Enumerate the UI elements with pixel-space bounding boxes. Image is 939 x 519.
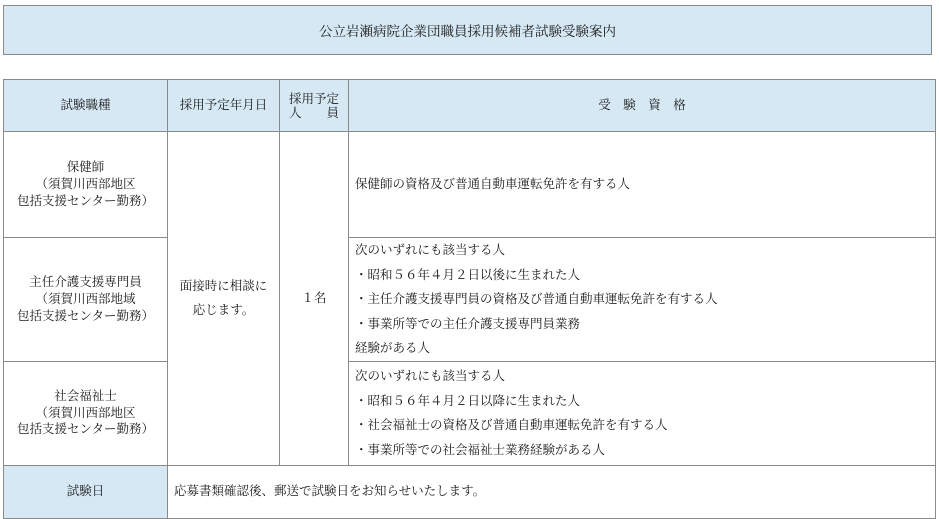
- job-name: 社会福祉士: [54, 387, 117, 403]
- table-row: [4, 132, 936, 238]
- recruitment-table: [3, 79, 936, 519]
- job-location: （須賀川西部地区: [35, 176, 136, 192]
- qualification-line: ・主任介護支援専門員の資格及び普通自動車運転免許を有する人: [355, 291, 718, 306]
- exam-day-text-cell: [168, 465, 936, 518]
- qualification-cell: [349, 361, 936, 465]
- exam-day-label-cell: [4, 465, 168, 518]
- job-location: （須賀川西部地域: [35, 290, 136, 306]
- page-title-text: 公立岩瀬病院企業団職員採用候補者試験受験案内: [319, 24, 616, 40]
- qualification-line: ・事業所等での主任介護支援専門員業務: [355, 315, 581, 331]
- exam-day-row: [4, 465, 936, 518]
- qualification-line: ・昭和５６年４月２日以後に生まれた人: [355, 266, 581, 282]
- qualification-cell: [349, 132, 936, 238]
- job-type-cell: [4, 361, 168, 465]
- qualification-line: ・社会福祉士の資格及び普通自動車運転免許を有する人: [355, 417, 668, 432]
- exam-day-text: 応募書類確認後、郵送で試験日をお知らせいたします。: [174, 483, 486, 499]
- header-hire-count-line2: 人 員: [288, 104, 339, 120]
- header-hire-count: [280, 80, 349, 132]
- qualification-cell: [349, 238, 936, 362]
- qualification-line: 保健師の資格及び普通自動車運転免許を有する人: [355, 176, 631, 192]
- qualification-line: ・昭和５６年４月２日以降に生まれた人: [355, 392, 581, 408]
- job-name: 保健師: [66, 159, 105, 175]
- table-row: [4, 361, 936, 465]
- job-name: 主任介護支援専門員: [29, 273, 142, 289]
- header-qualification-label: 受 験 資 格: [598, 97, 686, 113]
- hire-date-value-line2: 応じます。: [192, 302, 255, 318]
- qualification-line: 経験がある人: [355, 340, 431, 355]
- qualification-line: ・事業所等での社会福祉士業務経験がある人: [355, 441, 606, 457]
- job-workplace: 包括支援センター勤務）: [16, 192, 154, 208]
- qualification-line: 次のいずれにも該当する人: [355, 368, 506, 383]
- header-hire-date-label: 採用予定年月日: [179, 97, 268, 113]
- page-title: [3, 5, 932, 55]
- job-type-cell: [4, 132, 168, 238]
- header-qualification: [349, 80, 936, 132]
- hire-count-cell: [280, 132, 349, 466]
- job-workplace: 包括支援センター勤務）: [16, 421, 154, 437]
- hire-date-cell: [168, 132, 280, 466]
- header-hire-count-line1: 採用予定: [288, 90, 339, 106]
- header-job-type: [4, 80, 168, 132]
- hire-count-value: １名: [301, 289, 327, 305]
- qualification-line: 次のいずれにも該当する人: [355, 242, 506, 257]
- table-row: [4, 238, 936, 362]
- header-hire-date: [168, 80, 280, 132]
- header-job-type-label: 試験職種: [60, 97, 111, 113]
- hire-date-value-line1: 面接時に相談に: [179, 278, 268, 294]
- job-location: （須賀川西部地区: [35, 404, 136, 420]
- job-workplace: 包括支援センター勤務）: [16, 307, 154, 323]
- job-type-cell: [4, 238, 168, 362]
- table-header-row: [4, 80, 936, 132]
- exam-day-label: 試験日: [66, 483, 105, 499]
